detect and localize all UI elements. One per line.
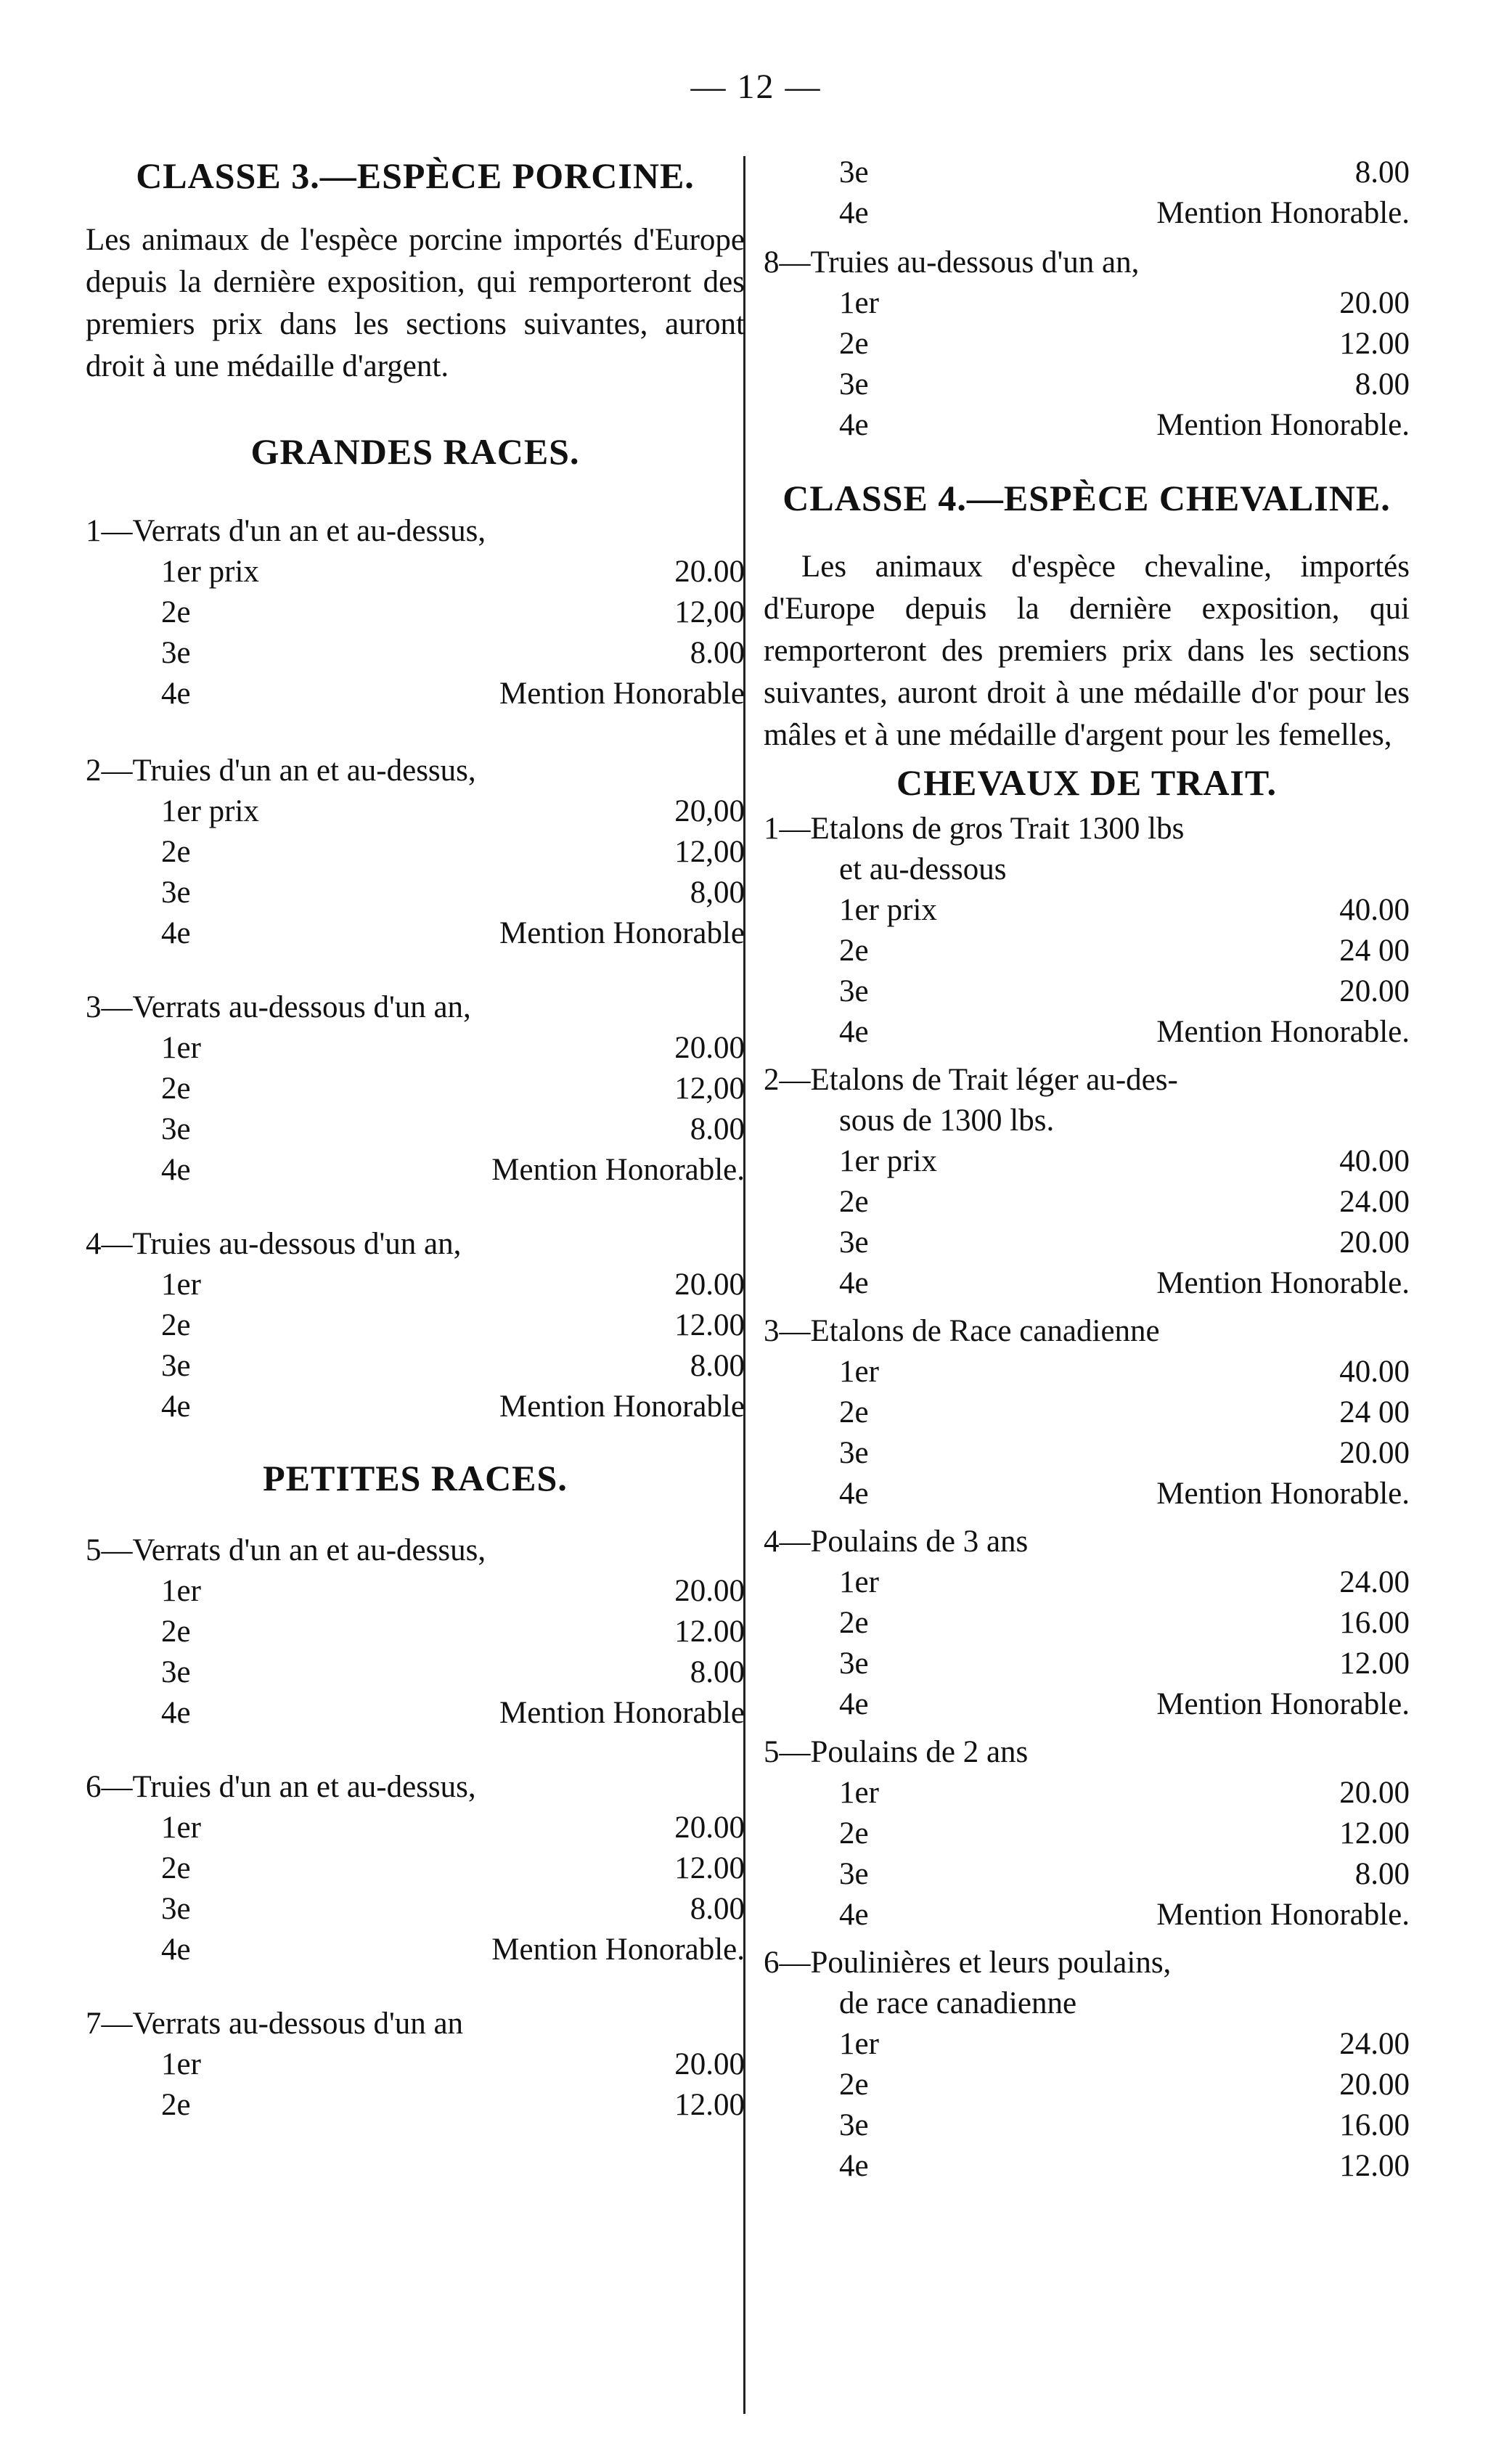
prize-place: 4e <box>839 1477 869 1511</box>
prize-row <box>764 1392 1410 1433</box>
prize-amount: Mention Honorable. <box>1156 1898 1410 1932</box>
prize-row <box>764 1813 1410 1854</box>
entry-heading: 7—Verrats au-dessous d'un an <box>86 2007 464 2041</box>
prize-row <box>86 633 745 674</box>
class-4-title: CLASSE 4.—ESPÈCE CHEVALINE. <box>782 478 1391 518</box>
prize-row <box>764 1895 1410 1935</box>
prize-place: 4e <box>161 1153 191 1187</box>
prize-entry <box>86 1224 745 1427</box>
prize-place: 3e <box>161 1892 191 1926</box>
prize-place: 4e <box>161 1696 191 1730</box>
prize-amount: 12.00 <box>1339 1647 1410 1681</box>
entry-heading: 1—Verrats d'un an et au-dessus, <box>86 514 486 548</box>
entry-heading: 3—Verrats au-dessous d'un an, <box>86 990 471 1024</box>
prize-row <box>764 1562 1410 1603</box>
prize-row <box>764 1474 1410 1514</box>
prize-place: 4e <box>839 1266 869 1300</box>
prize-amount: 12.00 <box>674 2088 745 2122</box>
entry-heading: 2—Etalons de Trait léger au-des- <box>764 1063 1178 1097</box>
prize-row <box>86 1930 745 1970</box>
entry-subheading: de race canadienne <box>839 1986 1077 2020</box>
entry-heading: 4—Truies au-dessous d'un an, <box>86 1227 462 1261</box>
prize-place: 3e <box>161 1349 191 1383</box>
prize-amount: 20.00 <box>674 555 745 589</box>
prize-row <box>764 2146 1410 2187</box>
prize-place: 2e <box>161 2088 191 2122</box>
entry-heading: 6—Truies d'un an et au-dessus, <box>86 1770 476 1804</box>
prize-row <box>764 2065 1410 2105</box>
prize-entry <box>86 751 745 954</box>
prize-row <box>764 152 1410 193</box>
prize-entry <box>764 242 1410 446</box>
prize-place: 2e <box>161 1851 191 1885</box>
prize-amount: 20,00 <box>674 794 745 828</box>
prize-place: 1er <box>161 1574 201 1608</box>
prize-place: 3e <box>839 367 869 401</box>
prize-place: 3e <box>839 1225 869 1260</box>
prize-amount: 20.00 <box>1339 1776 1410 1810</box>
prize-row <box>764 364 1410 405</box>
prize-place: 2e <box>839 2068 869 2102</box>
prize-place: 1er <box>839 2027 879 2061</box>
subhead-grandes-races: GRANDES RACES. <box>250 431 580 472</box>
prize-row <box>86 552 745 592</box>
prize-row <box>86 873 745 913</box>
prize-row <box>86 1305 745 1346</box>
prize-row <box>764 931 1410 971</box>
prize-amount: 8.00 <box>1354 1857 1410 1891</box>
prize-row <box>86 592 745 633</box>
prize-row <box>764 890 1410 931</box>
entry-heading: 4—Poulains de 3 ans <box>764 1525 1029 1559</box>
prize-row <box>86 1612 745 1652</box>
prize-amount: 12.00 <box>674 1615 745 1649</box>
prize-amount: 24.00 <box>1339 2027 1410 2061</box>
prize-amount: 12.00 <box>674 1851 745 1885</box>
prize-place: 2e <box>839 327 869 361</box>
prize-amount: 8.00 <box>690 1112 745 1146</box>
prize-amount: 12,00 <box>674 835 745 869</box>
prize-place: 2e <box>839 934 869 968</box>
left-column <box>86 152 745 2126</box>
prize-amount: Mention Honorable <box>499 677 745 711</box>
prize-amount: 40.00 <box>1339 1355 1410 1389</box>
prize-row <box>86 1109 745 1150</box>
prize-place: 1er prix <box>839 893 937 927</box>
prize-amount: 12.00 <box>1339 2149 1410 2183</box>
prize-row <box>86 2085 745 2126</box>
prize-amount: 12,00 <box>674 595 745 629</box>
prize-row <box>86 674 745 714</box>
prize-row <box>86 1265 745 1305</box>
prize-place: 1er <box>161 1268 201 1302</box>
class-3-intro: Les animaux de l'espèce porcine importés d'Europe depuis la dernière exposition, qui remporteront des premiers prix dans les sections suivantes, auront droit à une médaille d'argent. <box>86 223 745 383</box>
prize-row <box>86 913 745 954</box>
prize-amount: 12.00 <box>1339 1816 1410 1851</box>
prize-place: 1er prix <box>161 794 259 828</box>
prize-place: 2e <box>839 1185 869 1219</box>
right-column <box>764 152 1410 2187</box>
prize-row <box>86 2044 745 2085</box>
prize-amount: 12.00 <box>1339 327 1410 361</box>
prize-place: 4e <box>161 1933 191 1967</box>
prize-place: 1er prix <box>161 555 259 589</box>
prize-amount: 24.00 <box>1339 1565 1410 1599</box>
prize-place: 3e <box>161 636 191 670</box>
prize-place: 2e <box>161 835 191 869</box>
prize-amount: 12.00 <box>674 1308 745 1342</box>
prize-amount: 8.00 <box>690 1892 745 1926</box>
prize-place: 2e <box>161 1072 191 1106</box>
prize-row <box>86 1150 745 1191</box>
prize-amount: Mention Honorable. <box>1156 1015 1410 1049</box>
prize-place: 3e <box>839 1436 869 1470</box>
prize-entry <box>86 1767 745 1970</box>
prize-place: 2e <box>161 1615 191 1649</box>
prize-amount: Mention Honorable. <box>1156 1477 1410 1511</box>
prize-row <box>764 1141 1410 1182</box>
prize-amount: 16.00 <box>1339 2108 1410 2142</box>
class-3-entries <box>86 428 745 2126</box>
prize-row <box>86 1693 745 1734</box>
prize-row <box>86 1652 745 1693</box>
prize-row <box>764 1603 1410 1644</box>
entry-heading: 5—Verrats d'un an et au-dessus, <box>86 1533 486 1567</box>
prize-amount: Mention Honorable. <box>491 1153 745 1187</box>
page-number: — 12 — <box>690 68 822 106</box>
prize-entry <box>86 1530 745 1734</box>
prize-amount: Mention Honorable <box>499 1390 745 1424</box>
prize-place: 3e <box>839 1647 869 1681</box>
prize-place: 3e <box>839 974 869 1008</box>
prize-place: 1er <box>161 2047 201 2081</box>
prize-amount: 20.00 <box>674 2047 745 2081</box>
prize-row <box>86 1889 745 1930</box>
prize-place: 2e <box>839 1606 869 1640</box>
prize-amount: 8,00 <box>690 876 745 910</box>
prize-entry <box>764 1522 1410 1725</box>
prize-amount: 24.00 <box>1339 1185 1410 1219</box>
prize-place: 1er <box>839 286 879 320</box>
entry-subheading: et au-dessous <box>839 852 1007 886</box>
prize-place: 1er <box>839 1355 879 1389</box>
prize-entry <box>764 1060 1410 1304</box>
prize-amount: 20.00 <box>1339 286 1410 320</box>
prize-place: 2e <box>161 595 191 629</box>
prize-row <box>86 791 745 832</box>
prize-row <box>86 1848 745 1889</box>
prize-amount: 8.00 <box>690 1349 745 1383</box>
prize-row <box>86 1346 745 1387</box>
prize-row <box>764 971 1410 1012</box>
prize-row <box>86 1571 745 1612</box>
continued-entries <box>764 152 1410 446</box>
prize-amount: 24 00 <box>1339 934 1410 968</box>
class-4-intro: Les animaux d'espèce chevaline, importés d'Europe depuis la dernière exposition, qui remporteront des premiers prix dans les sections suivantes, auront droit à une médaille d'or pour les mâles et à une médaille d'argent pour les femelles, <box>764 550 1410 752</box>
prize-row <box>764 1012 1410 1053</box>
prize-place: 4e <box>161 916 191 950</box>
prize-place: 4e <box>161 677 191 711</box>
prize-amount: 20.00 <box>1339 974 1410 1008</box>
prize-amount: 40.00 <box>1339 1144 1410 1178</box>
prize-amount: 20.00 <box>1339 2068 1410 2102</box>
prize-place: 4e <box>839 1015 869 1049</box>
prize-place: 3e <box>839 155 869 189</box>
entry-heading: 2—Truies d'un an et au-dessus, <box>86 754 476 788</box>
prize-place: 3e <box>839 1857 869 1891</box>
entry-heading: 3—Etalons de Race canadienne <box>764 1314 1160 1348</box>
prize-amount: Mention Honorable. <box>1156 408 1410 442</box>
prize-row <box>764 1854 1410 1895</box>
prize-entry <box>86 511 745 714</box>
prize-row <box>764 405 1410 446</box>
prize-row <box>764 1352 1410 1392</box>
prize-amount: Mention Honorable. <box>1156 1266 1410 1300</box>
prize-entry <box>764 809 1410 1053</box>
entry-subheading: sous de 1300 lbs. <box>839 1103 1055 1138</box>
prize-amount: Mention Honorable. <box>1156 1687 1410 1721</box>
prize-place: 1er prix <box>839 1144 937 1178</box>
prize-amount: 20.00 <box>674 1574 745 1608</box>
prize-entry <box>764 1732 1410 1935</box>
prize-row <box>764 1263 1410 1304</box>
prize-amount: Mention Honorable <box>499 1696 745 1730</box>
prize-place: 4e <box>839 1687 869 1721</box>
prize-row <box>764 283 1410 324</box>
subhead-petites-races: PETITES RACES. <box>263 1458 568 1498</box>
prize-place: 2e <box>839 1816 869 1851</box>
prize-place: 1er <box>161 1811 201 1845</box>
prize-amount: 8.00 <box>690 636 745 670</box>
prize-amount: 16.00 <box>1339 1606 1410 1640</box>
prize-row <box>764 1433 1410 1474</box>
prize-amount: Mention Honorable. <box>491 1933 745 1967</box>
prize-amount: 20.00 <box>674 1811 745 1845</box>
prize-row <box>764 1684 1410 1725</box>
prize-entry <box>86 987 745 1191</box>
subhead-chevaux-de-trait: CHEVAUX DE TRAIT. <box>896 762 1278 803</box>
prize-row <box>86 1069 745 1109</box>
prize-amount: 12,00 <box>674 1072 745 1106</box>
prize-place: 3e <box>161 876 191 910</box>
prize-place: 3e <box>161 1112 191 1146</box>
prize-amount: Mention Honorable. <box>1156 196 1410 230</box>
prize-row <box>764 1223 1410 1263</box>
prize-amount: 20.00 <box>1339 1436 1410 1470</box>
prize-row <box>86 1808 745 1848</box>
prize-row <box>764 193 1410 234</box>
class-4-entries <box>764 759 1410 2187</box>
prize-amount: 20.00 <box>1339 1225 1410 1260</box>
prize-amount: 8.00 <box>690 1655 745 1689</box>
prize-amount: 40.00 <box>1339 893 1410 927</box>
prize-row <box>86 832 745 873</box>
entry-heading: 1—Etalons de gros Trait 1300 lbs <box>764 812 1185 846</box>
prize-place: 2e <box>161 1308 191 1342</box>
prize-place: 4e <box>839 2149 869 2183</box>
prize-place: 2e <box>839 1395 869 1429</box>
prize-row <box>86 1028 745 1069</box>
prize-place: 3e <box>839 2108 869 2142</box>
entry-heading: 6—Poulinières et leurs poulains, <box>764 1946 1172 1980</box>
class-3-title: CLASSE 3.—ESPÈCE PORCINE. <box>136 155 695 196</box>
entry-heading: 8—Truies au-dessous d'un an, <box>764 245 1140 280</box>
prize-amount: 24 00 <box>1339 1395 1410 1429</box>
prize-row <box>764 324 1410 364</box>
prize-amount: 8.00 <box>1354 367 1410 401</box>
prize-row <box>764 2024 1410 2065</box>
prize-amount: 20.00 <box>674 1268 745 1302</box>
prize-place: 4e <box>839 408 869 442</box>
prize-place: 4e <box>839 1898 869 1932</box>
prize-row <box>764 2105 1410 2146</box>
prize-row <box>764 1182 1410 1223</box>
prize-row <box>764 1773 1410 1813</box>
prize-place: 3e <box>161 1655 191 1689</box>
prize-place: 1er <box>839 1776 879 1810</box>
prize-amount: Mention Honorable <box>499 916 745 950</box>
prize-place: 1er <box>839 1565 879 1599</box>
prize-entry <box>764 1311 1410 1514</box>
prize-row <box>764 1644 1410 1684</box>
prize-entry <box>764 1943 1410 2187</box>
prize-amount: 20.00 <box>674 1031 745 1065</box>
prize-place: 1er <box>161 1031 201 1065</box>
prize-place: 4e <box>161 1390 191 1424</box>
prize-place: 4e <box>839 196 869 230</box>
prize-entry <box>86 2004 745 2126</box>
prize-row <box>86 1387 745 1427</box>
entry-heading: 5—Poulains de 2 ans <box>764 1735 1029 1769</box>
prize-amount: 8.00 <box>1354 155 1410 189</box>
